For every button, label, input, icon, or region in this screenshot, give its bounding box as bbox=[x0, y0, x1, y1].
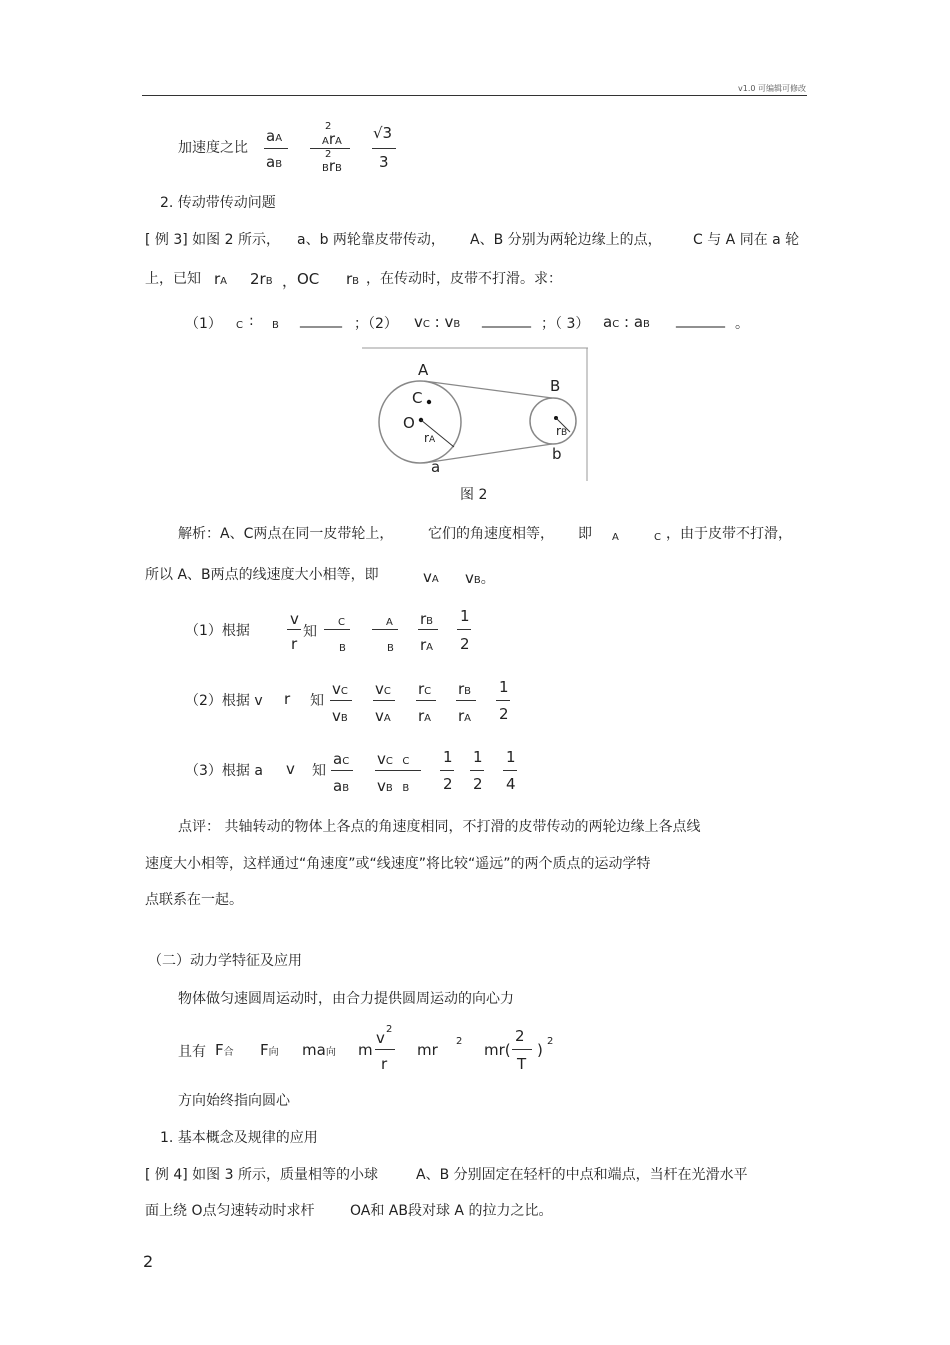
dyn-line3: 方向始终指向圆心 bbox=[178, 1093, 290, 1109]
step1-two: 2 bbox=[460, 635, 470, 653]
step2-know: 知 bbox=[310, 693, 324, 709]
ex3-OC: OC bbox=[297, 270, 320, 288]
ex4-line2-p2: OA和 AB段对球 A 的拉力之比。 bbox=[350, 1203, 553, 1219]
frac1-den: aB bbox=[266, 153, 283, 171]
step3-aC: aC bbox=[333, 750, 350, 768]
eq-Fhe: F合 bbox=[215, 1041, 234, 1059]
step2-bar4 bbox=[456, 700, 476, 701]
figure-caption: 图 2 bbox=[460, 487, 488, 503]
ex3-comma: ， bbox=[282, 272, 298, 290]
frac2-num: ArA bbox=[322, 130, 342, 148]
step1-bar0 bbox=[287, 629, 301, 630]
step3-bar3 bbox=[440, 770, 454, 771]
fig-label-rB: rB bbox=[556, 424, 568, 438]
eq-bar2 bbox=[512, 1049, 532, 1050]
step3-bar5 bbox=[503, 770, 517, 771]
step3-aB: aB bbox=[333, 777, 350, 795]
step2-bar3 bbox=[416, 700, 436, 701]
q1-colon: : bbox=[249, 313, 254, 329]
analysis-line1-p4: ，由于皮带不打滑， bbox=[666, 526, 792, 542]
ex3-line1-p2: a、b 两轮靠皮带传动， bbox=[297, 232, 445, 248]
figure-2 bbox=[362, 347, 588, 481]
sqrt3: √3 bbox=[373, 124, 393, 142]
step1-r: r bbox=[291, 635, 298, 653]
ex3-line1-p4: C 与 A 同在 a 轮 bbox=[693, 232, 800, 248]
step3-know: 知 bbox=[312, 763, 326, 779]
step2-vC: vC bbox=[332, 680, 348, 698]
q1-blank[interactable]: ______ bbox=[300, 312, 342, 328]
comment-line1: 点评： 共轴转动的物体上各点的角速度相同，不打滑的皮带传动的两轮边缘上各点线 bbox=[178, 819, 701, 835]
step2-vB: vB bbox=[332, 707, 348, 725]
frac2-den: BrB bbox=[322, 157, 342, 175]
eq-bar1 bbox=[375, 1049, 395, 1050]
step2-rC: rC bbox=[418, 680, 432, 698]
header-rule bbox=[142, 95, 807, 96]
step1-bar3 bbox=[418, 629, 438, 630]
q1-label: （1） bbox=[185, 316, 222, 332]
q3-end: 。 bbox=[735, 316, 749, 332]
ex4-line1-p1: [ 例 4] 如图 3 所示，质量相等的小球 bbox=[145, 1167, 378, 1183]
analysis-line1-p2: 它们的角速度相等， bbox=[428, 526, 554, 542]
step1-rB: rB bbox=[420, 610, 434, 628]
eq-v: v bbox=[376, 1029, 385, 1047]
eq-two: 2 bbox=[515, 1027, 525, 1045]
section-title-basic: 1. 基本概念及规律的应用 bbox=[160, 1130, 318, 1146]
q3-label: ；（ 3） bbox=[541, 316, 590, 332]
version-note: v1.0 可编辑可修改 bbox=[738, 84, 806, 93]
three: 3 bbox=[379, 153, 389, 171]
frac2-sq-top: 2 bbox=[325, 121, 332, 132]
eq-Fxiang: F向 bbox=[260, 1041, 279, 1059]
step3-d2: 2 bbox=[473, 775, 483, 793]
q2-label: ；（2） bbox=[354, 316, 398, 332]
q1-sub-b: B bbox=[272, 320, 279, 331]
step1-know: 知 bbox=[303, 624, 317, 640]
ex4-line1-p2: A、B 分别固定在轻杆的中点和端点，当杆在光滑水平 bbox=[416, 1167, 748, 1183]
step3-n1: 1 bbox=[443, 748, 453, 766]
fig-label-C: C bbox=[412, 389, 423, 407]
fig-label-rA: rA bbox=[424, 431, 436, 445]
step3-bar4 bbox=[470, 770, 484, 771]
section-title-belt: 2. 传动带传动问题 bbox=[160, 195, 276, 211]
step3-num: vC C bbox=[377, 750, 410, 768]
step1-den-B2: B bbox=[387, 643, 394, 654]
step1-num-C: C bbox=[338, 617, 345, 628]
fig-label-b: b bbox=[552, 445, 562, 463]
eq-label: 且有 bbox=[178, 1044, 206, 1060]
step2-bar2 bbox=[373, 700, 395, 701]
step1-bar1 bbox=[324, 629, 350, 630]
analysis-vB: vB。 bbox=[465, 569, 495, 587]
fig-label-a: a bbox=[431, 458, 441, 476]
section-title-dynamics: （二）动力学特征及应用 bbox=[148, 953, 302, 969]
step3-bar2 bbox=[375, 770, 421, 771]
eq-omega-sq: 2 bbox=[456, 1036, 463, 1047]
step2-vA: vA bbox=[375, 707, 391, 725]
analysis-line1-p1: 解析：A、C两点在同一皮带轮上， bbox=[178, 526, 394, 542]
ex3-rB: rB bbox=[346, 270, 360, 288]
step3-v: v bbox=[286, 760, 295, 778]
q1-sub-c: C bbox=[236, 320, 243, 331]
eq-outer-sq: 2 bbox=[547, 1036, 554, 1047]
step2-two: 2 bbox=[499, 705, 509, 723]
step2-one: 1 bbox=[499, 678, 509, 696]
eq-ma: ma向 bbox=[302, 1041, 336, 1059]
eq-mr2: mr( bbox=[484, 1041, 511, 1059]
analysis-vA: vA bbox=[423, 568, 439, 586]
analysis-sub-C: C bbox=[654, 532, 661, 543]
fig-label-B: B bbox=[550, 377, 561, 395]
accel-ratio-label: 加速度之比 bbox=[178, 140, 248, 156]
fig-label-O: O bbox=[403, 414, 415, 432]
step1-label: （1）根据 bbox=[185, 623, 250, 639]
q2-expr: vC : vB bbox=[414, 313, 461, 331]
step1-v: v bbox=[290, 610, 299, 628]
eq-v-sq: 2 bbox=[386, 1024, 393, 1035]
ex3-line1-p3: A、B 分别为两轮边缘上的点， bbox=[470, 232, 662, 248]
step3-den: vB B bbox=[377, 777, 410, 795]
step2-bar5 bbox=[496, 700, 510, 701]
comment-line3: 点联系在一起。 bbox=[145, 892, 243, 908]
eq-T: T bbox=[517, 1055, 527, 1073]
analysis-line1-p3: 即 bbox=[578, 526, 592, 542]
step2-vC2: vC bbox=[375, 680, 391, 698]
step1-den-B: B bbox=[339, 643, 346, 654]
ex4-line2-p1: 面上绕 O点匀速转动时求杆 bbox=[145, 1203, 315, 1219]
step3-n2: 1 bbox=[473, 748, 483, 766]
ex3-line2-tail: ，在传动时，皮带不打滑。求： bbox=[366, 271, 562, 287]
frac1-bar bbox=[264, 148, 288, 149]
step2-rA: rA bbox=[418, 707, 432, 725]
step2-r: r bbox=[284, 690, 291, 708]
eq-mr: mr bbox=[417, 1041, 438, 1059]
dyn-line1: 物体做匀速圆周运动时，由合力提供圆周运动的向心力 bbox=[178, 991, 514, 1007]
page-number: 2 bbox=[143, 1252, 154, 1271]
frac3-bar bbox=[372, 148, 396, 149]
step3-n3: 1 bbox=[506, 748, 516, 766]
step1-one: 1 bbox=[460, 607, 470, 625]
step3-d1: 2 bbox=[443, 775, 453, 793]
comment-line2: 速度大小相等，这样通过“角速度”或“线速度”将比较“遥远”的两个质点的运动学特 bbox=[145, 856, 651, 872]
ex3-line1-p1: [ 例 3] 如图 2 所示， bbox=[145, 232, 280, 248]
step1-bar2 bbox=[372, 629, 398, 630]
q3-expr: aC : aB bbox=[603, 313, 650, 331]
q3-blank[interactable]: _______ bbox=[676, 312, 725, 328]
frac2-sq-bot: 2 bbox=[325, 149, 332, 160]
fig-label-A: A bbox=[418, 361, 429, 379]
eq-m: m bbox=[358, 1041, 373, 1059]
eq-close: ) bbox=[537, 1041, 543, 1059]
step2-bar1 bbox=[330, 700, 352, 701]
step2-label: （2）根据 v bbox=[185, 693, 263, 709]
step2-rA2: rA bbox=[458, 707, 472, 725]
step1-num-A: A bbox=[386, 617, 393, 628]
step3-bar1 bbox=[331, 770, 353, 771]
step1-bar4 bbox=[457, 629, 471, 630]
step2-rB: rB bbox=[458, 680, 472, 698]
analysis-sub-A: A bbox=[612, 532, 619, 543]
ex3-rA: rA bbox=[214, 270, 228, 288]
eq-r: r bbox=[381, 1055, 388, 1073]
ex3-line2-p1: 上，已知 bbox=[145, 271, 201, 287]
step3-label: （3）根据 a bbox=[185, 763, 263, 779]
step3-d3: 4 bbox=[506, 775, 516, 793]
q2-blank[interactable]: _______ bbox=[482, 312, 531, 328]
analysis-line2-p1: 所以 A、B两点的线速度大小相等，即 bbox=[145, 567, 379, 583]
frac1-num: aA bbox=[266, 127, 283, 145]
step1-rA: rA bbox=[420, 636, 434, 654]
ex3-2rB: 2rB bbox=[250, 270, 273, 288]
